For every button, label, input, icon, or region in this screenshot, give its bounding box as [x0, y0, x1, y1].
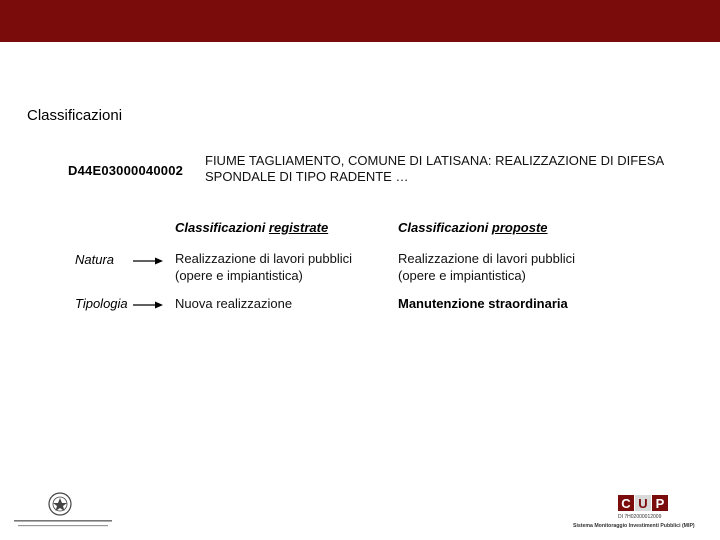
cup-code: DI 7H02000012009 [618, 514, 662, 520]
row-label-tipologia: Tipologia [75, 296, 128, 311]
column-header-proposed-prefix: Classificazioni [398, 220, 492, 235]
cup-logo [572, 495, 712, 535]
project-code: D44E03000040002 [68, 163, 184, 178]
cell-natura-registered: Realizzazione di lavori pubblici (opere e impiantistica) [175, 251, 353, 283]
emblem-icon [12, 490, 117, 532]
column-header-registered-underlined: registrate [268, 220, 329, 235]
column-header-registered [175, 220, 328, 235]
cell-tipologia-registered: Nuova realizzazione [175, 296, 293, 311]
column-header-registered-prefix: Classificazioni [175, 220, 269, 235]
page-title: Classificazioni [27, 107, 123, 124]
cup-letter-c: C [621, 496, 631, 511]
cell-tipologia-proposed: Manutenzione straordinaria [398, 296, 568, 311]
header-bar [0, 0, 720, 42]
project-description: FIUME TAGLIAMENTO, COMUNE DI LATISANA: REALIZZAZIONE DI DIFESA SPONDALE DI TIPO RADENTE … [205, 153, 664, 184]
cup-letter-u: U [638, 496, 648, 511]
cell-natura-proposed: Realizzazione di lavori pubblici (opere e impiantistica) [398, 251, 576, 283]
cup-caption: Sistema Monitoraggio Investimenti Pubblici (MIP) [573, 523, 695, 529]
column-header-proposed-underlined: proposte [491, 220, 548, 235]
column-header-proposed [398, 220, 548, 235]
cup-letter-p: P [655, 496, 665, 511]
row-label-natura: Natura [75, 252, 115, 267]
arrow-right-icon [133, 300, 163, 310]
arrow-right-icon [133, 256, 163, 266]
